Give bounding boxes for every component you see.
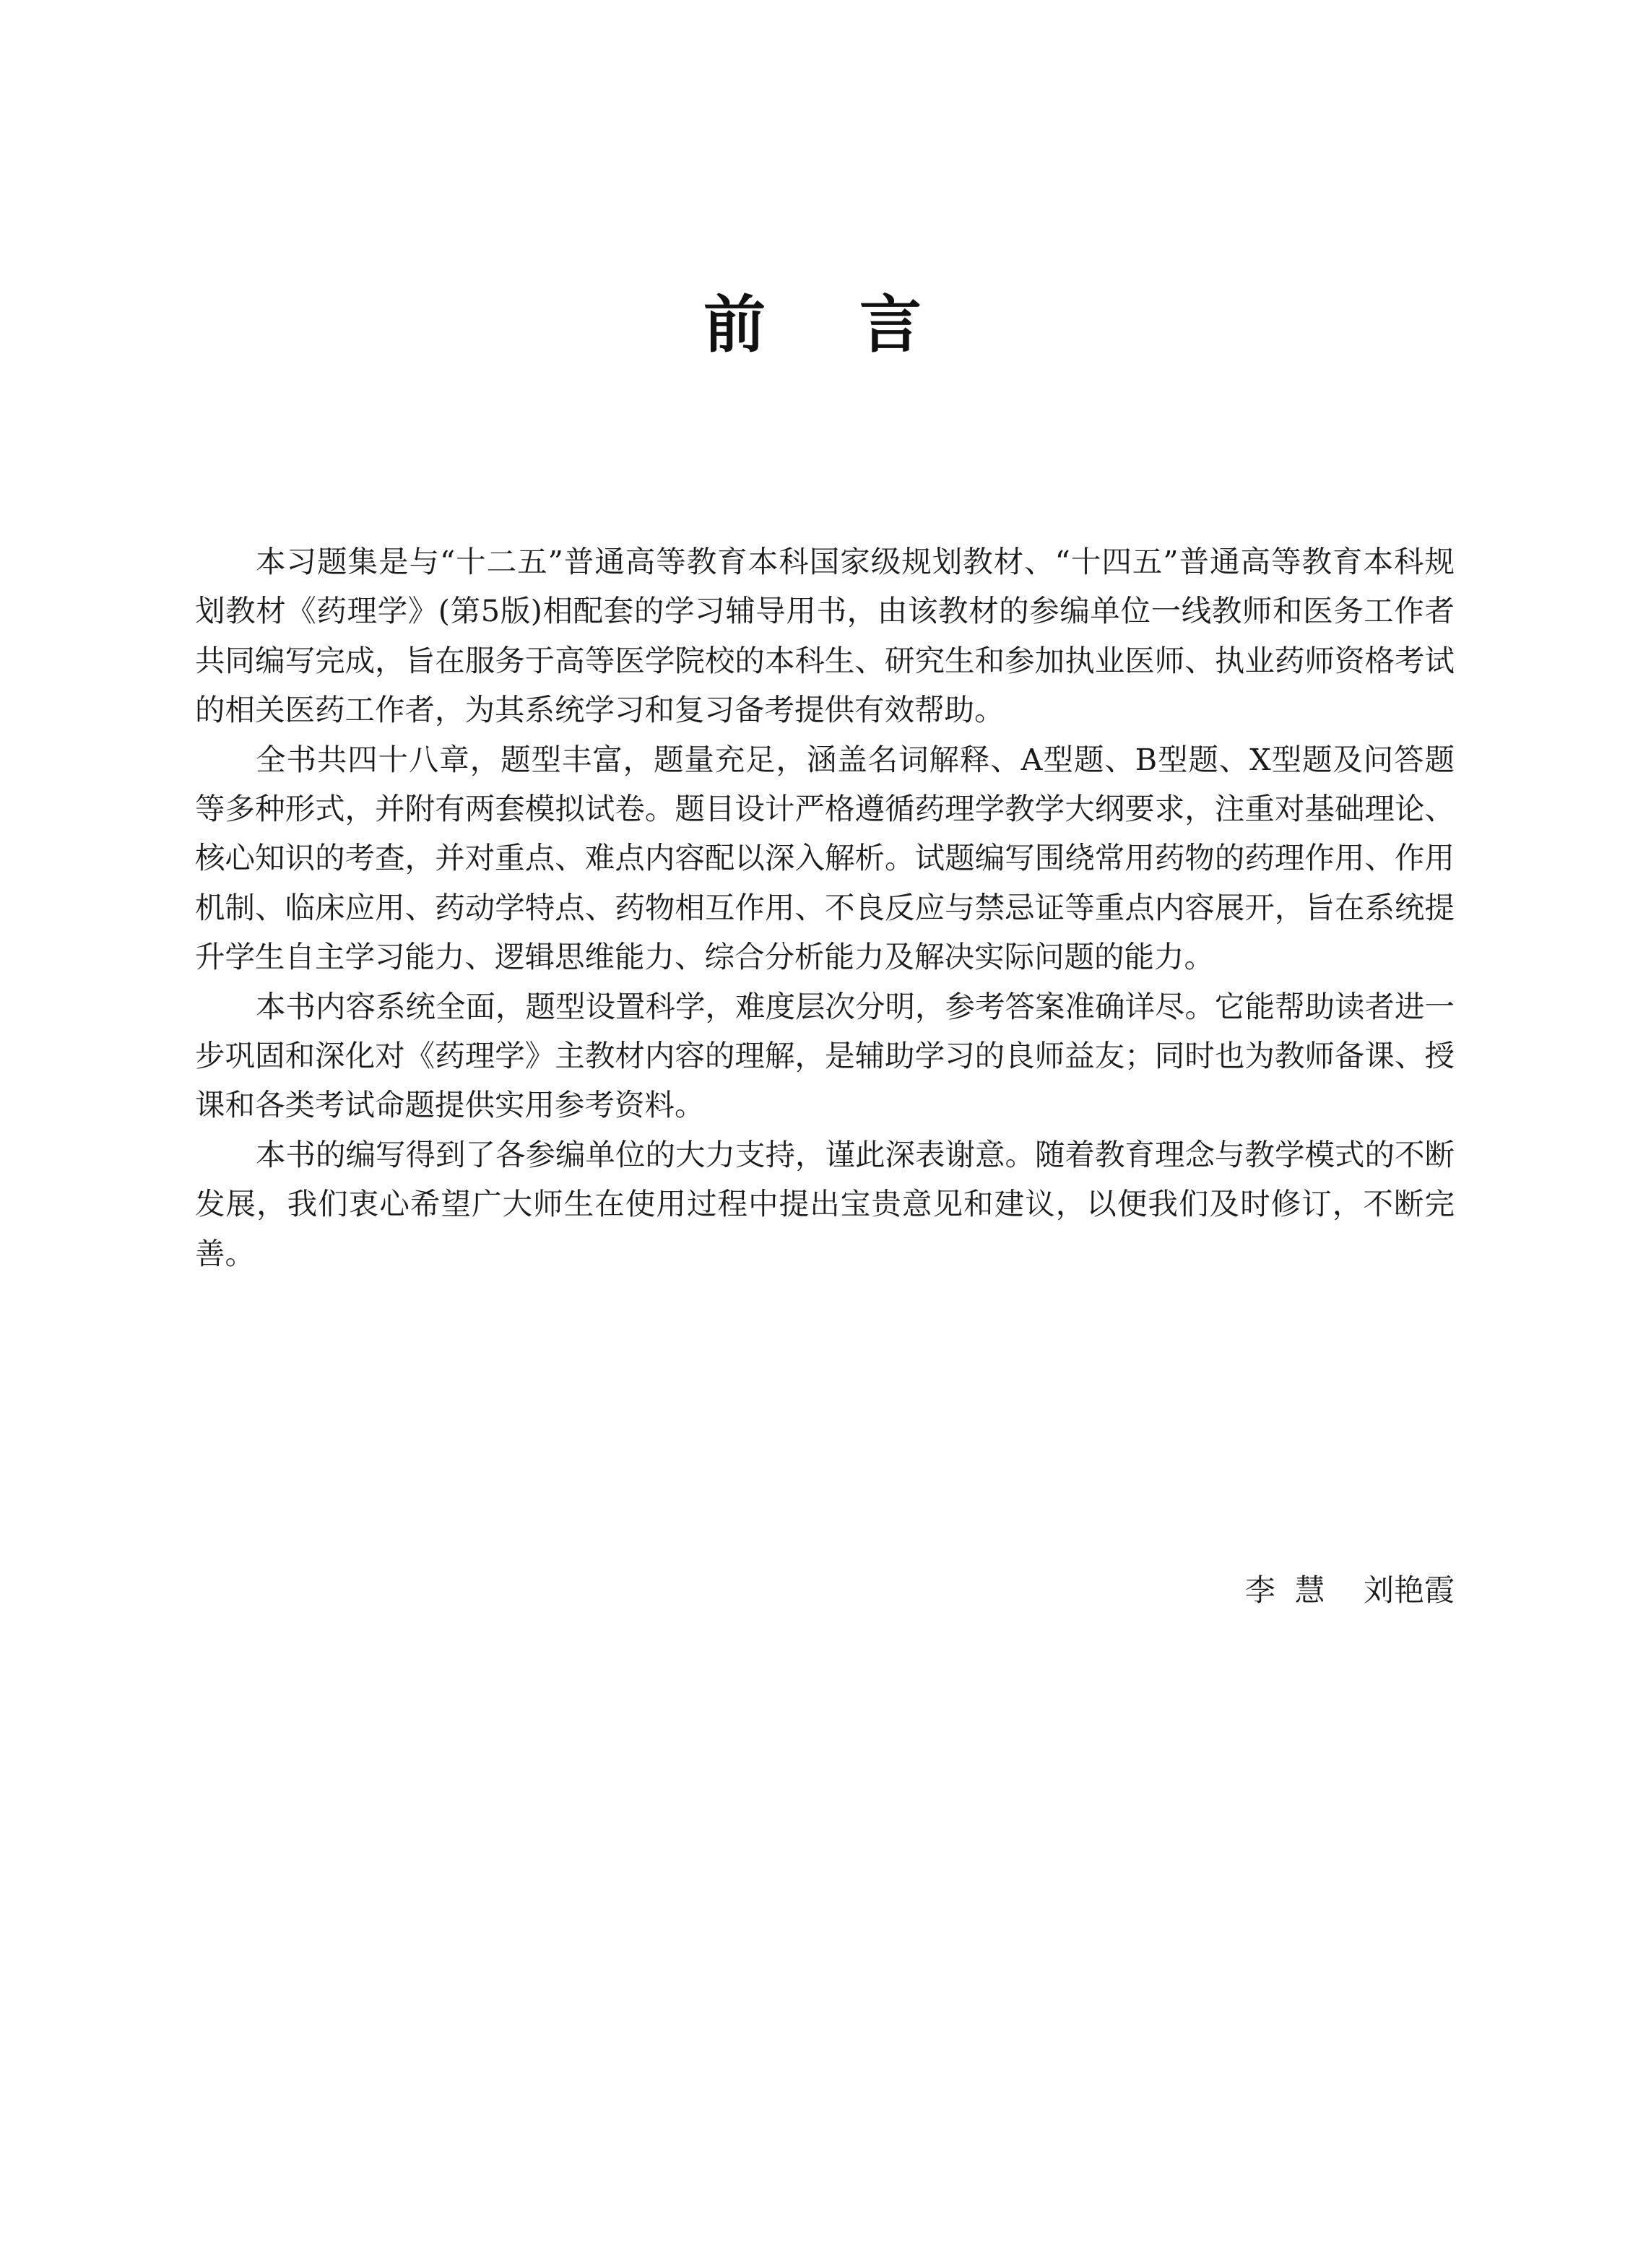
paragraph: 本书的编写得到了各参编单位的大力支持，谨此深表谢意。随着教育理念与教学模式的不断发展，我们衷心希望广大师生在使用过程中提出宝贵意见和建议，以便我们及时修订，不断完善。 — [195, 1136, 1455, 1271]
preface-body — [195, 537, 1455, 1278]
page-title: 前言 — [703, 289, 1015, 361]
paragraph: 本习题集是与“十二五”普通高等教育本科国家级规划教材、“十四五”普通高等教育本科规划教材《药理学》(第5版)相配套的学习辅导用书，由该教材的参编单位一线教师和医务工作者共同编写完成，旨在服务于高等医学院校的本科生、研究生和参加执业医师、执业药师资格考试的相关医药工作者，为其系统学习和复习备考提供有效帮助。 — [195, 544, 1455, 728]
author-signature: 李 慧 刘艳霞 — [1244, 1572, 1455, 1608]
paragraph: 本书内容系统全面，题型设置科学，难度层次分明，参考答案准确详尽。它能帮助读者进一步巩固和深化对《药理学》主教材内容的理解，是辅助学习的良师益友；同时也为教师备课、授课和各类考试命题提供实用参考资料。 — [195, 988, 1455, 1123]
paragraph: 全书共四十八章，题型丰富，题量充足，涵盖名词解释、A型题、B型题、X型题及问答题等多种形式，并附有两套模拟试卷。题目设计严格遵循药理学教学大纲要求，注重对基础理论、核心知识的考查，并对重点、难点内容配以深入解析。试题编写围绕常用药物的药理作用、作用机制、临床应用、药动学特点、药物相互作用、不良反应与禁忌证等重点内容展开，旨在系统提升学生自主学习能力、逻辑思维能力、综合分析能力及解决实际问题的能力。 — [195, 741, 1455, 975]
